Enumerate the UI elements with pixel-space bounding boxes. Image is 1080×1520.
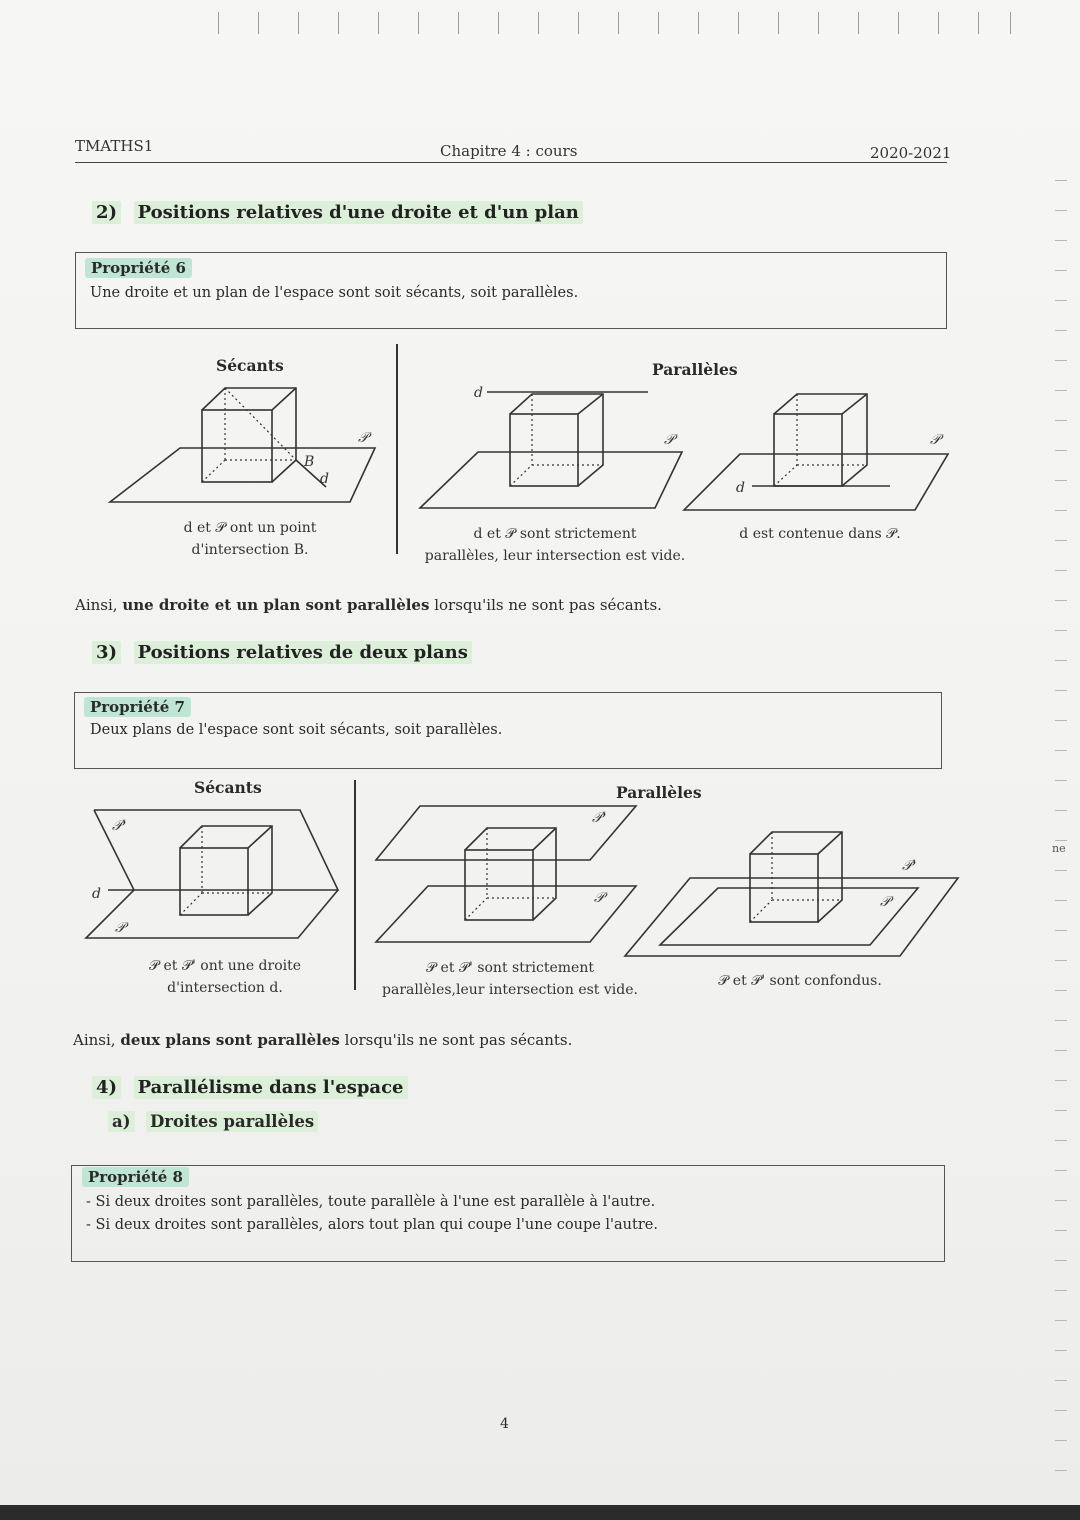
section-4-number: 4) [92, 1076, 121, 1099]
header-chapter: Chapitre 4 : cours [440, 142, 578, 160]
fig1-caption-contained: d est contenue dans 𝒫. [739, 526, 901, 542]
fig1-P-parallel: 𝒫 [664, 432, 675, 448]
fig2-P-parallel: 𝒫 [594, 890, 605, 906]
fig1-point-B: B [304, 454, 315, 470]
header-year: 2020-2021 [870, 144, 952, 162]
fig1-P-secant: 𝒫 [358, 430, 369, 446]
fig1-d-parallel: d [474, 385, 483, 401]
fig1-caption-secant-line1: d et 𝒫 ont un point [183, 520, 317, 536]
fig2-P-secant: 𝒫 [115, 920, 126, 936]
page-number: 4 [500, 1416, 509, 1432]
property-8-line1: - Si deux droites sont parallèles, toute parallèle à l'une est parallèle à l'autre. [86, 1194, 656, 1210]
fig2-paralleles-label: Parallèles [616, 783, 702, 802]
fig1-secants-label: Sécants [216, 356, 284, 375]
section-3-number: 3) [92, 641, 121, 664]
conclusion-2-pre: Ainsi, [73, 1031, 121, 1049]
subsection-a-heading [108, 1112, 318, 1131]
fig2-caption-secant-line2: d'intersection d. [167, 980, 283, 996]
fig1-paralleles-label: Parallèles [652, 360, 738, 379]
property-6-text: Une droite et un plan de l'espace sont soit sécants, soit parallèles. [90, 285, 579, 301]
property-7-text: Deux plans de l'espace sont soit sécants, soit parallèles. [90, 722, 503, 738]
fig2-caption-parallel [365, 957, 655, 1001]
conclusion-1-post: lorsqu'ils ne sont pas sécants. [429, 596, 662, 614]
property-8-title: Propriété 8 [82, 1167, 189, 1187]
fig2-Pp-secant: 𝒫' [112, 818, 126, 834]
page-edge-shadow [0, 1505, 1080, 1520]
conclusion-1-pre: Ainsi, [75, 596, 123, 614]
conclusion-1-bold: une droite et un plan sont parallèles [122, 596, 430, 614]
conclusion-2 [73, 1031, 572, 1049]
fig1-caption-parallel-line2: parallèles, leur intersection est vide. [424, 548, 686, 564]
property-6-title: Propriété 6 [85, 258, 192, 278]
header-course: TMATHS1 [75, 137, 154, 155]
fig1-d-contained: d [736, 480, 745, 496]
fig2-Pp-parallel: 𝒫' [592, 810, 606, 826]
fig2-plane-Pp-secant [94, 810, 338, 890]
section-4-heading [92, 1077, 408, 1098]
subsection-a-number: a) [108, 1111, 135, 1132]
property-8-line2: - Si deux droites sont parallèles, alors tout plan qui coupe l'une coupe l'autre. [86, 1217, 658, 1233]
fig2-caption-parallel-line2: parallèles,leur intersection est vide. [382, 982, 638, 998]
conclusion-2-bold: deux plans sont parallèles [120, 1031, 340, 1049]
fig2-caption-secant-line1: 𝒫 et 𝒫' ont une droite [148, 958, 302, 974]
section-2-number: 2) [92, 201, 121, 224]
fig1-caption-parallel-line1: d et 𝒫 sont strictement [473, 526, 637, 542]
fig1-P-contained: 𝒫 [930, 432, 941, 448]
fig2-Pp-coincident: 𝒫' [902, 858, 916, 874]
conclusion-2-post: lorsqu'ils ne sont pas sécants. [339, 1031, 573, 1049]
fig2-P-coincident: 𝒫 [880, 894, 891, 910]
fig2-d-label: d [92, 886, 101, 902]
section-4-title: Parallélisme dans l'espace [134, 1076, 408, 1099]
fig1-d-secant: d [320, 471, 329, 487]
fig2-caption-coincident: 𝒫 et 𝒫' sont confondus. [718, 973, 882, 989]
fig2-caption-parallel-line1: 𝒫 et 𝒫' sont strictement [426, 960, 594, 976]
fig1-caption-secant-line2: d'intersection B. [191, 542, 309, 558]
fig2-secants-label: Sécants [194, 778, 262, 797]
margin-note: ne [1052, 842, 1066, 855]
property-8-box [71, 1165, 945, 1262]
section-2-title: Positions relatives d'une droite et d'un plan [134, 201, 583, 224]
property-7-title: Propriété 7 [84, 697, 191, 717]
fig2-caption-secant [115, 955, 335, 999]
subsection-a-title: Droites parallèles [146, 1111, 318, 1132]
section-3-title: Positions relatives de deux plans [134, 641, 472, 664]
